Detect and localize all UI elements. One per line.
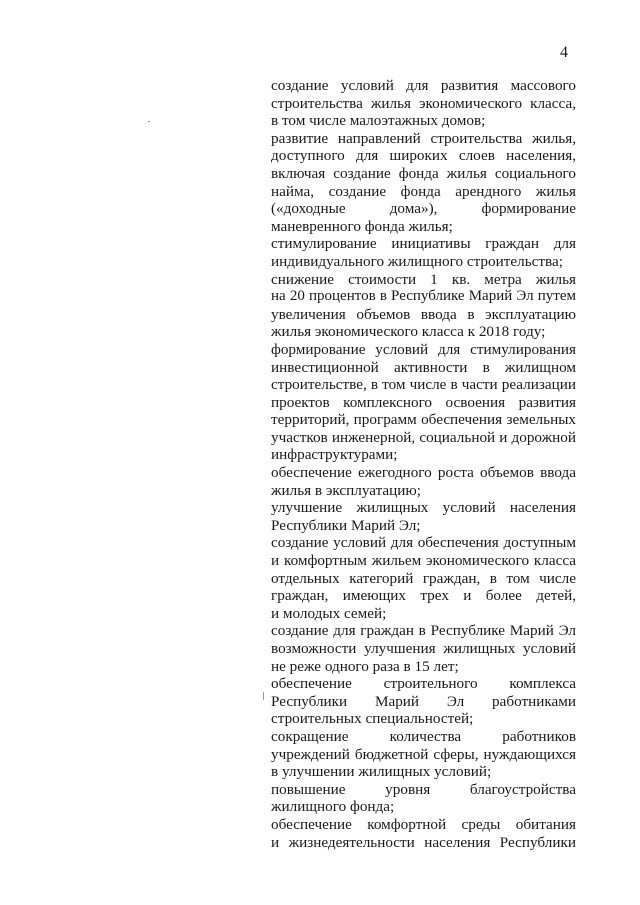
- text-line: не реже одного раза в 15 лет;: [271, 657, 459, 675]
- scan-mark: [263, 692, 264, 700]
- text-line: возможности улучшения жилищных условий: [271, 640, 576, 657]
- text-line: формирование условий для стимулирования: [271, 340, 576, 358]
- text-line: на 20 процентов в Республике Марий Эл путем: [271, 288, 576, 305]
- scan-mark: [148, 121, 150, 122]
- text-line: увеличения объемов ввода в эксплуатацию: [271, 305, 576, 323]
- text-line: повышение уровня благоустройства: [271, 780, 576, 798]
- text-line: создание для граждан в Республике Марий Эл: [271, 622, 576, 640]
- text-line: инфраструктурами;: [271, 446, 398, 464]
- text-line: индивидуального жилищного строительства;: [271, 252, 563, 270]
- document-body: [271, 77, 576, 851]
- text-line: обеспечение комфортной среды обитания: [271, 815, 576, 833]
- text-line: учреждений бюджетной сферы, нуждающихся: [271, 745, 576, 763]
- text-line: отдельных категорий граждан, в том числе: [271, 569, 576, 587]
- text-line: Республики Марий Эл;: [271, 516, 421, 534]
- text-line: обеспечение ежегодного роста объемов ввода: [271, 464, 576, 482]
- text-line: в том числе малоэтажных домов;: [271, 112, 486, 130]
- text-line: Республики Марий Эл работниками: [271, 692, 576, 710]
- text-line: маневренного фонда жилья;: [271, 217, 453, 235]
- text-line: жилищного фонда;: [271, 798, 395, 816]
- text-line: строительстве, в том числе в части реализации: [271, 376, 576, 394]
- text-line: в улучшении жилищных условий;: [271, 763, 492, 781]
- text-line: строительных специальностей;: [271, 710, 474, 728]
- text-line: снижение стоимости 1 кв. метра жилья: [271, 270, 576, 288]
- text-line: и комфортным жильем экономического класса: [271, 552, 576, 570]
- text-line: улучшение жилищных условий населения: [271, 499, 576, 517]
- text-line: найма, создание фонда арендного жилья: [271, 182, 576, 200]
- text-line: территорий, программ обеспечения земельных: [271, 411, 576, 429]
- text-line: создание условий для развития массового: [271, 77, 576, 94]
- text-line: стимулирование инициативы граждан для: [271, 235, 576, 253]
- text-line: создание условий для обеспечения доступным: [271, 534, 576, 552]
- text-line: проектов комплексного освоения развития: [271, 393, 576, 411]
- text-line: граждан, имеющих трех и более детей,: [271, 587, 576, 605]
- text-line: включая создание фонда жилья социального: [271, 164, 576, 182]
- text-line: («доходные дома»), формирование: [271, 200, 576, 218]
- text-line: и жизнедеятельности населения Республики: [271, 833, 576, 851]
- text-line: жилья в эксплуатацию;: [271, 481, 421, 499]
- text-line: участков инженерной, социальной и дорожной: [271, 428, 576, 446]
- text-line: обеспечение строительного комплекса: [271, 675, 576, 693]
- text-line: сокращение количества работников: [271, 727, 576, 745]
- text-line: жилья экономического класса к 2018 году;: [271, 323, 546, 341]
- text-line: и молодых семей;: [271, 604, 387, 622]
- text-line: развитие направлений строительства жилья,: [271, 129, 576, 147]
- page-number: 4: [560, 44, 568, 61]
- text-line: строительства жилья экономического класса,: [271, 94, 576, 112]
- text-line: доступного для широких слоев населения,: [271, 147, 576, 165]
- text-line: инвестиционной активности в жилищном: [271, 358, 576, 376]
